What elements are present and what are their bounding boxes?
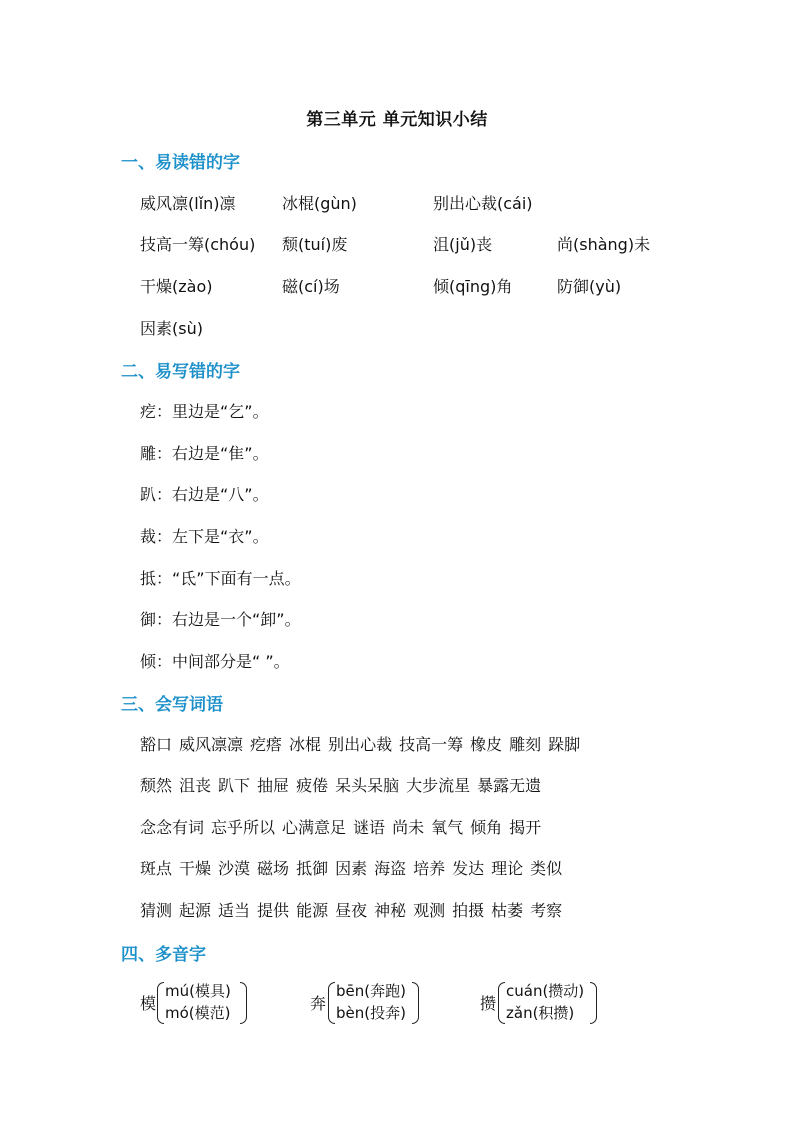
vocab-row: [140, 815, 548, 838]
vocab-word: 沮丧: [179, 776, 212, 795]
vocab-word: 心满意足: [282, 818, 347, 837]
vocab-word: 理论: [491, 859, 524, 878]
writing-note: 抵：“氐”下面有一点。: [140, 569, 301, 588]
vocab-word: 类似: [530, 859, 563, 878]
left-brace: [328, 982, 335, 1024]
writing-note: 御：右边是一个“卸”。: [140, 610, 301, 629]
writing-note: 雕：右边是“隹”。: [140, 444, 269, 463]
vocab-row: [140, 732, 587, 755]
reading-item: 技高一筹(chóu): [140, 235, 256, 254]
polyphone-reading: zǎn(积攒): [506, 1004, 575, 1022]
vocab-word: 磁场: [257, 859, 290, 878]
vocab-word: 揭开: [509, 818, 542, 837]
left-brace: [157, 982, 164, 1024]
vocab-row: [140, 898, 569, 921]
right-brace: [240, 982, 247, 1024]
left-brace: [498, 982, 505, 1024]
section-heading-1: 一、易读错的字: [121, 153, 240, 173]
section-heading-2: 二、易写错的字: [121, 362, 240, 382]
vocab-word: 呆头呆脑: [335, 776, 400, 795]
vocab-word: 考察: [530, 901, 563, 920]
vocab-word: 猜测: [140, 901, 173, 920]
vocab-word: 颓然: [140, 776, 173, 795]
vocab-word: 趴下: [218, 776, 251, 795]
writing-note: 倾：中间部分是“ ”。: [140, 652, 290, 671]
polyphone-group: [310, 978, 430, 1026]
vocab-word: 观测: [413, 901, 446, 920]
polyphone-reading: mú(模具): [165, 982, 231, 1000]
vocab-word: 海盗: [374, 859, 407, 878]
vocab-word: 抽屉: [257, 776, 290, 795]
vocab-word: 拍摄: [452, 901, 485, 920]
vocab-word: 威风凛凛: [179, 735, 244, 754]
vocab-row: [140, 856, 569, 879]
vocab-word: 倾角: [470, 818, 503, 837]
vocab-word: 技高一筹: [399, 735, 464, 754]
vocab-word: 培养: [413, 859, 446, 878]
vocab-word: 氧气: [431, 818, 464, 837]
polyphone-group: [140, 978, 260, 1026]
reading-item: 颓(tuí)废: [282, 235, 348, 254]
section-heading-4: 四、多音字: [121, 945, 206, 965]
reading-item: 尚(shàng)未: [557, 235, 651, 254]
vocab-word: 疲倦: [296, 776, 329, 795]
vocab-row: [140, 773, 548, 796]
writing-note: 趴：右边是“八”。: [140, 485, 269, 504]
vocab-word: 能源: [296, 901, 329, 920]
vocab-word: 干燥: [179, 859, 212, 878]
vocab-word: 提供: [257, 901, 290, 920]
vocab-word: 昼夜: [335, 901, 368, 920]
polyphone-reading: bèn(投奔): [336, 1004, 406, 1022]
polyphone-group: [480, 978, 610, 1026]
reading-item: 别出心裁(cái): [433, 194, 533, 213]
vocab-word: 起源: [179, 901, 212, 920]
reading-item: 沮(jǔ)丧: [433, 235, 493, 254]
reading-item: 倾(qīng)角: [433, 277, 513, 296]
vocab-word: 冰棍: [289, 735, 322, 754]
vocab-word: 豁口: [140, 735, 173, 754]
vocab-word: 沙漠: [218, 859, 251, 878]
writing-note: 疙：里边是“乞”。: [140, 402, 269, 421]
vocab-word: 橡皮: [470, 735, 503, 754]
vocab-word: 大步流星: [406, 776, 471, 795]
vocab-word: 尚未: [392, 818, 425, 837]
section-heading-3: 三、会写词语: [121, 695, 223, 715]
reading-item: 冰棍(gùn): [282, 194, 357, 213]
vocab-word: 念念有词: [140, 818, 205, 837]
right-brace: [412, 982, 419, 1024]
reading-item: 干燥(zào): [140, 277, 213, 296]
vocab-word: 神秘: [374, 901, 407, 920]
reading-item: 磁(cí)场: [282, 277, 340, 296]
vocab-word: 雕刻: [509, 735, 542, 754]
vocab-word: 因素: [335, 859, 368, 878]
reading-item: 因素(sù): [140, 319, 203, 338]
vocab-word: 暴露无遗: [477, 776, 542, 795]
vocab-word: 谜语: [353, 818, 386, 837]
vocab-word: 抵御: [296, 859, 329, 878]
reading-item: 防御(yù): [557, 277, 622, 296]
vocab-word: 疙瘩: [250, 735, 283, 754]
page-title: 第三单元 单元知识小结: [306, 110, 488, 130]
vocab-word: 忘乎所以: [211, 818, 276, 837]
polyphone-reading: mó(模范): [165, 1004, 231, 1022]
vocab-word: 斑点: [140, 859, 173, 878]
reading-item: 威风凛(lǐn)凛: [140, 194, 236, 213]
polyphone-char: 模: [140, 994, 157, 1013]
vocab-word: 跺脚: [548, 735, 581, 754]
polyphone-reading: cuán(攒动): [506, 982, 585, 1000]
polyphone-reading: bēn(奔跑): [336, 982, 406, 1000]
vocab-word: 发达: [452, 859, 485, 878]
vocab-word: 枯萎: [491, 901, 524, 920]
vocab-word: 适当: [218, 901, 251, 920]
vocab-word: 别出心裁: [328, 735, 393, 754]
writing-note: 裁：左下是“衣”。: [140, 527, 269, 546]
right-brace: [590, 982, 597, 1024]
polyphone-char: 奔: [310, 994, 327, 1013]
polyphone-char: 攒: [480, 994, 497, 1013]
